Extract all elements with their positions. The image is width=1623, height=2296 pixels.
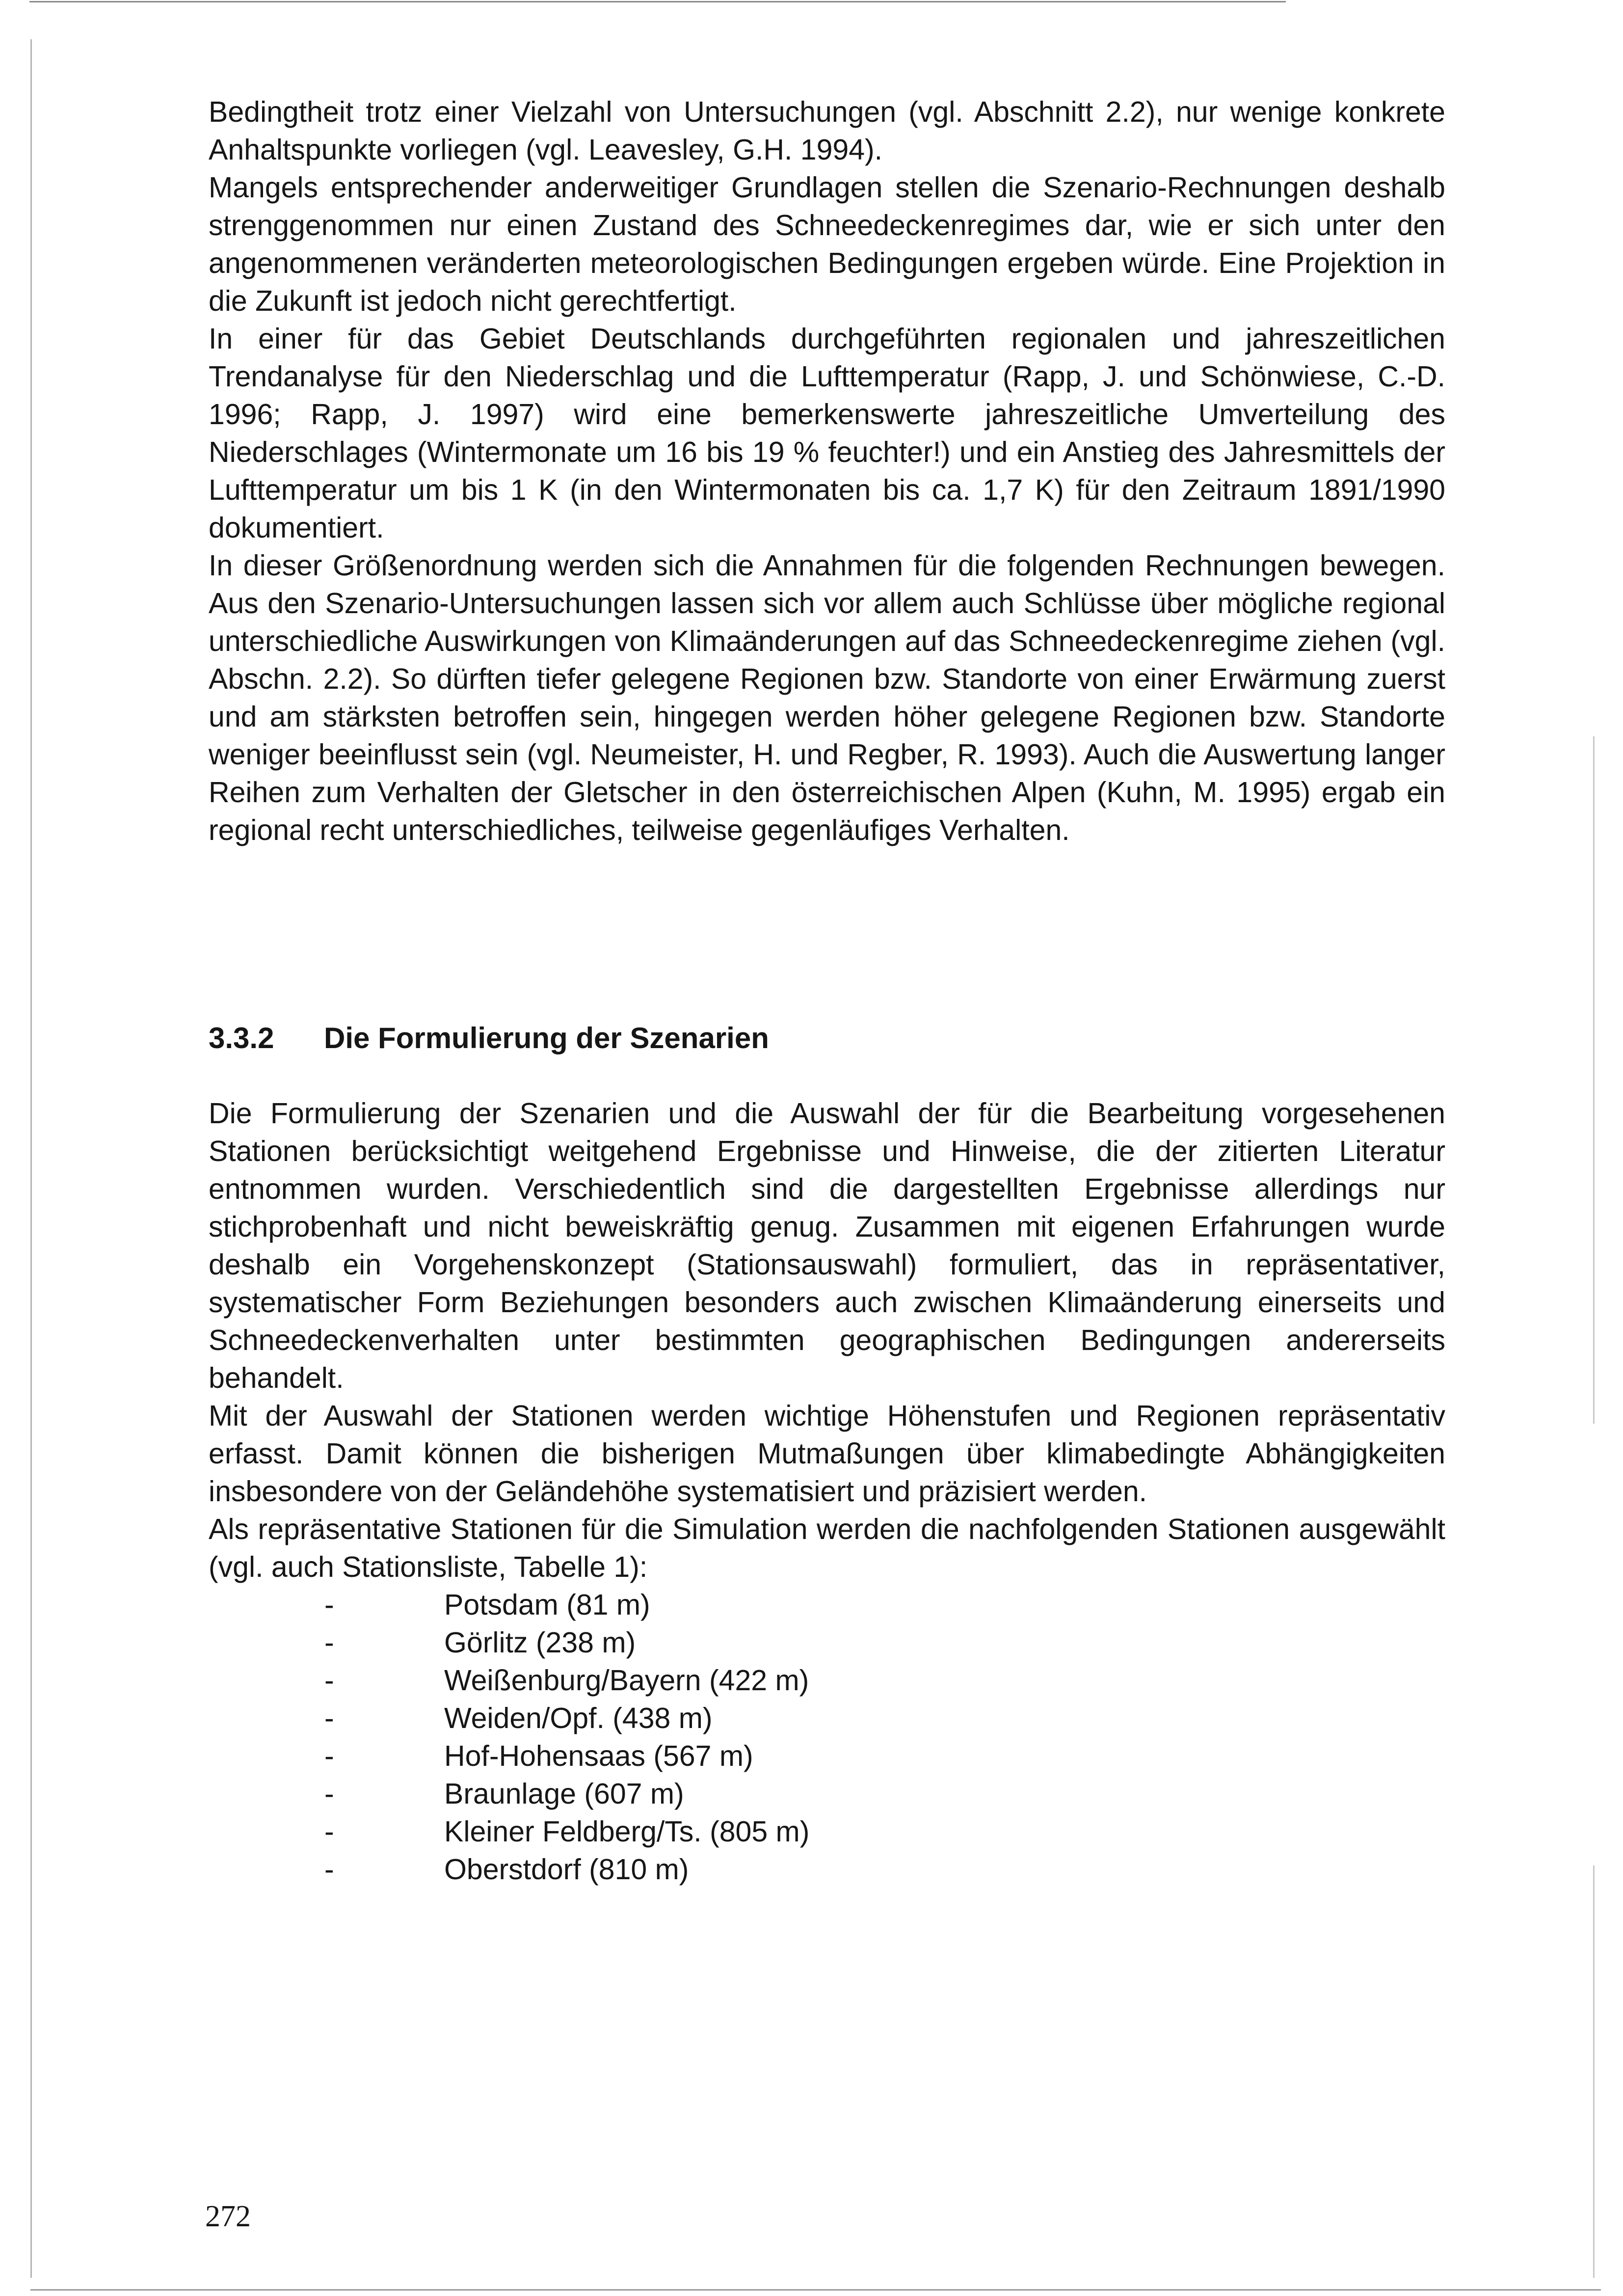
list-item	[209, 1586, 1445, 1624]
list-item	[209, 1775, 1445, 1813]
scan-border-left	[30, 39, 32, 2278]
scan-border-right-lower	[1593, 1865, 1595, 2278]
paragraph: In einer für das Gebiet Deutschlands durchgeführten regionalen und jahreszeitlichen Trendanalyse für den Niederschlag und die Lufttemperatur (Rapp, J. und Schönwiese, C.-D. 1996; Rapp, J. 1997) wird eine bemerkenswerte jahreszeitliche Umverteilung des Niederschlages (Wintermonate um 16 bis 19 % feuchter!) und ein Anstieg des Jahresmittels der Lufttemperatur um bis 1 K (in den Wintermonaten bis ca. 1,7 K) für den Zeitraum 1891/1990 dokumentiert.	[209, 323, 1445, 544]
station-list	[209, 1586, 1445, 1889]
list-dash: -	[324, 1664, 334, 1697]
station-name: Braunlage (607 m)	[444, 1778, 684, 1810]
list-item	[209, 1624, 1445, 1662]
station-name: Weißenburg/Bayern (422 m)	[444, 1664, 809, 1697]
paragraph: Als repräsentative Stationen für die Simulation werden die nachfolgenden Stationen ausgewählt (vgl. auch Stationsliste, Tabelle 1):	[209, 1513, 1445, 1583]
paragraph: In dieser Größenordnung werden sich die Annahmen für die folgenden Rechnungen bewegen. Aus den Szenario-Untersuchungen lassen sich vor allem auch Schlüsse über mögliche regional unterschiedliche Auswirkungen von Klimaänderungen auf das Schneedeckenregime ziehen (vgl. Abschn. 2.2). So dürften tiefer gelegene Regionen bzw. Standorte von einer Erwärmung zuerst und am stärksten betroffen sein, hingegen werden höher gelegene Regionen bzw. Standorte weniger beeinflusst sein (vgl. Neumeister, H. und Regber, R. 1993). Auch die Auswertung langer Reihen zum Verhalten der Gletscher in den österreichischen Alpen (Kuhn, M. 1995) ergab ein regional recht unterschiedliches, teilweise gegenläufiges Verhalten.	[209, 549, 1445, 846]
station-name: Weiden/Opf. (438 m)	[444, 1702, 713, 1734]
station-name: Görlitz (238 m)	[444, 1626, 636, 1659]
list-dash: -	[324, 1853, 334, 1886]
paragraph: Bedingtheit trotz einer Vielzahl von Untersuchungen (vgl. Abschnitt 2.2), nur wenige konkrete Anhaltspunkte vorliegen (vgl. Leavesley, G.H. 1994).	[209, 96, 1445, 166]
section-title: Die Formulierung der Szenarien	[324, 1022, 769, 1054]
list-dash: -	[324, 1740, 334, 1772]
list-dash: -	[324, 1778, 334, 1810]
list-item	[209, 1662, 1445, 1700]
section-number: 3.3.2	[209, 1022, 274, 1054]
page-number: 272	[205, 2200, 251, 2233]
list-dash: -	[324, 1626, 334, 1659]
station-name: Potsdam (81 m)	[444, 1589, 650, 1621]
section-text-block	[209, 1095, 1445, 1889]
station-name: Kleiner Feldberg/Ts. (805 m)	[444, 1815, 810, 1848]
section-heading	[209, 1019, 769, 1057]
list-dash: -	[324, 1815, 334, 1848]
intro-text-block	[209, 93, 1445, 849]
station-name: Hof-Hohensaas (567 m)	[444, 1740, 753, 1772]
scan-border-bottom	[30, 2289, 1601, 2291]
scan-border-right	[1593, 736, 1595, 1424]
list-dash: -	[324, 1702, 334, 1734]
station-name: Oberstdorf (810 m)	[444, 1853, 689, 1886]
list-item	[209, 1700, 1445, 1737]
paragraph: Mit der Auswahl der Stationen werden wichtige Höhenstufen und Regionen repräsentativ erfasst. Damit können die bisherigen Mutmaßungen über klimabedingte Abhängigkeiten insbesondere von der Geländehöhe systematisiert und präzisiert werden.	[209, 1400, 1445, 1508]
list-dash: -	[324, 1589, 334, 1621]
list-item	[209, 1813, 1445, 1851]
scan-border-top	[29, 1, 1286, 2]
list-item	[209, 1851, 1445, 1889]
paragraph: Mangels entsprechender anderweitiger Grundlagen stellen die Szenario-Rechnungen deshalb strenggenommen nur einen Zustand des Schneedeckenregimes dar, wie er sich unter den angenommenen veränderten meteorologischen Bedingungen ergeben würde. Eine Projektion in die Zukunft ist jedoch nicht gerechtfertigt.	[209, 171, 1445, 317]
paragraph: Die Formulierung der Szenarien und die Auswahl der für die Bearbeitung vorgesehenen Stationen berücksichtigt weitgehend Ergebnisse und Hinweise, die der zitierten Literatur entnommen wurden. Verschiedentlich sind die dargestellten Ergebnisse allerdings nur stichprobenhaft und nicht beweiskräftig genug. Zusammen mit eigenen Erfahrungen wurde deshalb ein Vorgehenskonzept (Stationsauswahl) formuliert, das in repräsentativer, systematischer Form Beziehungen besonders auch zwischen Klimaänderung einerseits und Schneedeckenverhalten unter bestimmten geographischen Bedingungen andererseits behandelt.	[209, 1097, 1445, 1394]
list-item	[209, 1737, 1445, 1775]
